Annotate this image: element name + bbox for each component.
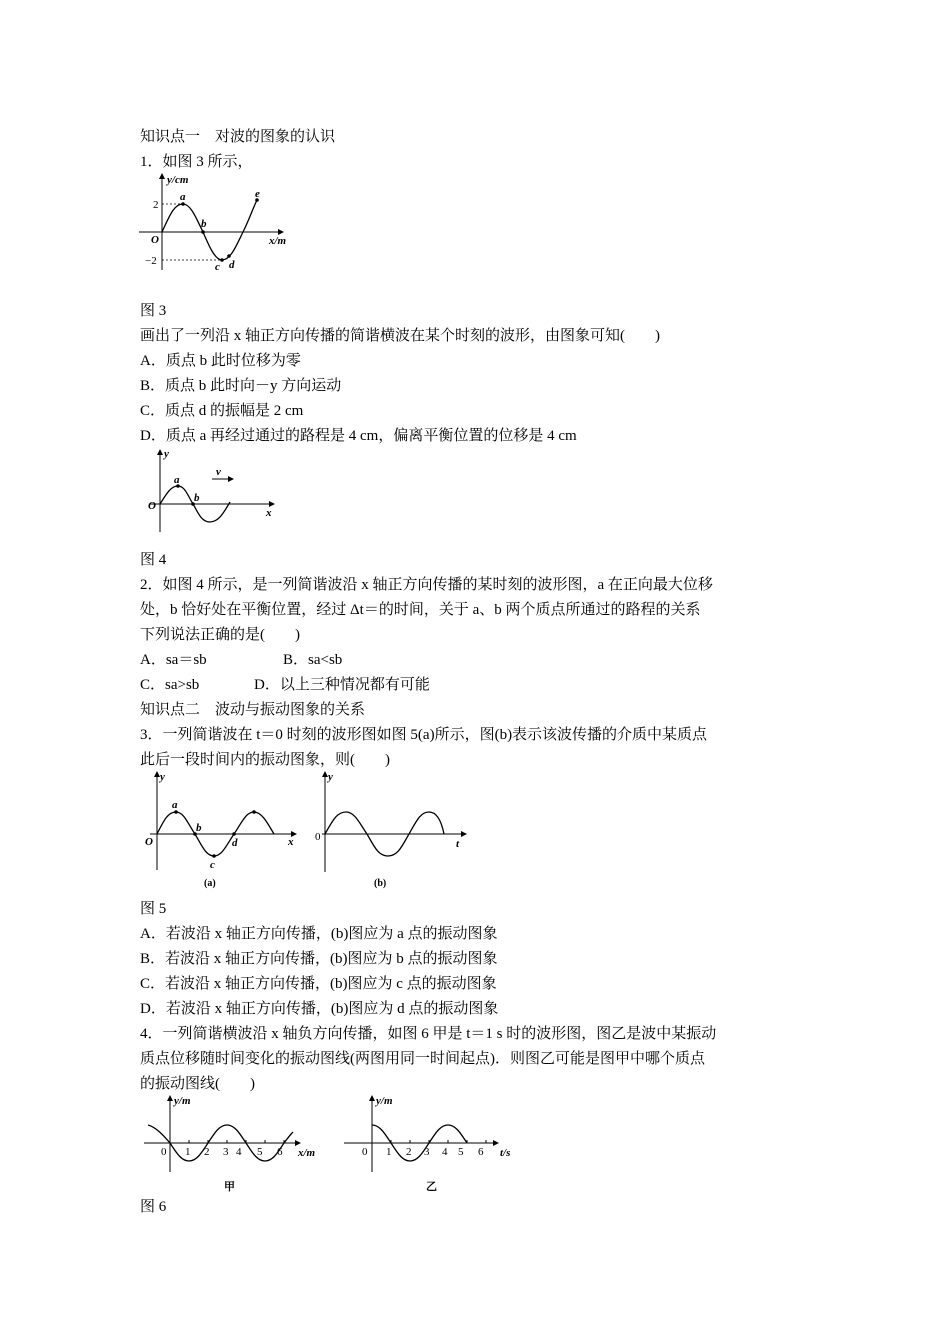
- fig5a-point-d: d: [232, 837, 238, 849]
- fig5a-point-b: b: [196, 822, 202, 834]
- q4-line-2: 质点位移随时间变化的振动图线(两图用同一时间起点)．则图乙可能是图甲中哪个质点: [140, 1051, 705, 1067]
- fig5a-y-label: y: [160, 771, 165, 783]
- fig6-yi-y-label: y/m: [376, 1095, 393, 1107]
- fig3-origin: O: [151, 234, 159, 246]
- figure-3: [135, 170, 305, 275]
- q2-line-3: 下列说法正确的是( ): [140, 627, 300, 643]
- q3-option-c: C．若波沿 x 轴正方向传播，(b)图应为 c 点的振动图象: [140, 976, 497, 992]
- q1-option-c: C．质点 d 的振幅是 2 cm: [140, 403, 304, 419]
- fig6-yi-sub-caption: 乙: [426, 1181, 437, 1193]
- fig5a-point-a: a: [172, 799, 178, 811]
- q2-option-a: A．sa＝sb: [140, 652, 207, 668]
- fig6-jia-tick-1: 1: [185, 1146, 191, 1158]
- fig4-y-label: y: [164, 448, 169, 460]
- fig4-v-label: v: [216, 466, 221, 478]
- figure-4: [140, 446, 280, 536]
- fig3-y-label: y/cm: [167, 174, 189, 186]
- q3-line-1: 3．一列简谐波在 t＝0 时刻的波形图如图 5(a)所示，图(b)表示该波传播的介质中某质点: [140, 727, 708, 743]
- q3-option-d: D．若波沿 x 轴正方向传播，(b)图应为 d 点的振动图象: [140, 1001, 499, 1017]
- fig6-jia-tick-6: 6: [277, 1146, 283, 1158]
- fig5b-y-label: y: [328, 771, 333, 783]
- fig4-origin: O: [148, 500, 156, 512]
- fig6-yi-tick-4: 4: [442, 1146, 448, 1158]
- fig3-caption: 图 3: [140, 303, 167, 319]
- section1-title: 知识点一 对波的图象的认识: [140, 129, 336, 145]
- fig5b-sub-caption: (b): [374, 878, 387, 889]
- fig5a-x-label: x: [288, 836, 294, 848]
- fig5b-origin: 0: [315, 831, 321, 843]
- q3-option-b: B．若波沿 x 轴正方向传播，(b)图应为 b 点的振动图象: [140, 951, 498, 967]
- q1-stem: 画出了一列沿 x 轴正方向传播的简谐横波在某个时刻的波形，由图象可知( ): [140, 328, 660, 344]
- fig3-point-d: d: [229, 259, 235, 271]
- fig6-caption: 图 6: [140, 1199, 167, 1215]
- figure-6-yi: [340, 1092, 520, 1194]
- fig5b-x-label: t: [456, 838, 460, 850]
- fig6-jia-sub-caption: 甲: [224, 1181, 235, 1193]
- fig6-yi-tick-2: 2: [406, 1146, 412, 1158]
- q3-line-2: 此后一段时间内的振动图象，则( ): [140, 752, 390, 768]
- fig3-tick-neg: −2: [145, 255, 157, 267]
- figure-6-jia: [140, 1092, 325, 1194]
- fig6-yi-tick-6: 6: [478, 1146, 484, 1158]
- fig6-jia-x-label: x/m: [298, 1147, 316, 1159]
- q2-line-2: 处，b 恰好处在平衡位置，经过 Δt＝的时间，关于 a、b 两个质点所通过的路程的关系: [140, 602, 701, 618]
- fig5a-point-c: c: [210, 859, 215, 871]
- fig6-yi-tick-0: 0: [362, 1146, 368, 1158]
- figure-5a: [140, 768, 302, 894]
- fig4-x-label: x: [266, 507, 272, 519]
- q1-option-b: B．质点 b 此时向－y 方向运动: [140, 378, 342, 394]
- fig6-yi-tick-3: 3: [424, 1146, 430, 1158]
- fig3-point-a: a: [180, 191, 186, 203]
- q3-option-a: A．若波沿 x 轴正方向传播，(b)图应为 a 点的振动图象: [140, 926, 498, 942]
- fig6-yi-x-label: t/s: [500, 1147, 511, 1159]
- q1-option-d: D．质点 a 再经过通过的路程是 4 cm，偏离平衡位置的位移是 4 cm: [140, 428, 577, 444]
- fig6-jia-y-label: y/m: [174, 1095, 191, 1107]
- q2-option-b: B．sa<sb: [283, 652, 343, 668]
- fig3-point-e: e: [255, 188, 260, 200]
- fig4-point-b: b: [194, 492, 200, 504]
- fig3-waveform: [162, 200, 257, 260]
- fig3-x-label: x/m: [269, 235, 287, 247]
- fig3-point-b: b: [201, 218, 207, 230]
- fig6-jia-tick-3: 3: [223, 1146, 229, 1158]
- fig5a-origin: O: [145, 836, 153, 848]
- fig6-jia-tick-5: 5: [257, 1146, 263, 1158]
- fig3-tick-pos: 2: [153, 199, 159, 211]
- fig6-jia-tick-4: 4: [236, 1146, 242, 1158]
- fig6-jia-tick-2: 2: [204, 1146, 210, 1158]
- figure-5b: [310, 768, 470, 894]
- fig5-caption: 图 5: [140, 901, 167, 917]
- q4-line-1: 4．一列简谐横波沿 x 轴负方向传播，如图 6 甲是 t＝1 s 时的波形图，图乙是波中某振动: [140, 1026, 717, 1042]
- section2-title: 知识点二 波动与振动图象的关系: [140, 702, 366, 718]
- fig6-jia-tick-0: 0: [161, 1146, 167, 1158]
- fig3-point-c: c: [215, 261, 220, 273]
- fig6-yi-tick-5: 5: [458, 1146, 464, 1158]
- q2-option-d: D．以上三种情况都有可能: [254, 677, 430, 693]
- q1-intro: 1．如图 3 所示，: [140, 154, 253, 170]
- fig4-point-a: a: [174, 474, 180, 486]
- q1-option-a: A．质点 b 此时位移为零: [140, 353, 301, 369]
- fig6-yi-tick-1: 1: [386, 1146, 392, 1158]
- fig4-caption: 图 4: [140, 552, 167, 568]
- q2-option-c: C．sa>sb: [140, 677, 200, 693]
- fig5a-sub-caption: (a): [204, 878, 216, 889]
- q4-line-3: 的振动图线( ): [140, 1076, 255, 1092]
- q2-line-1: 2．如图 4 所示，是一列简谐波沿 x 轴正方向传播的某时刻的波形图，a 在正向最大位移: [140, 577, 713, 593]
